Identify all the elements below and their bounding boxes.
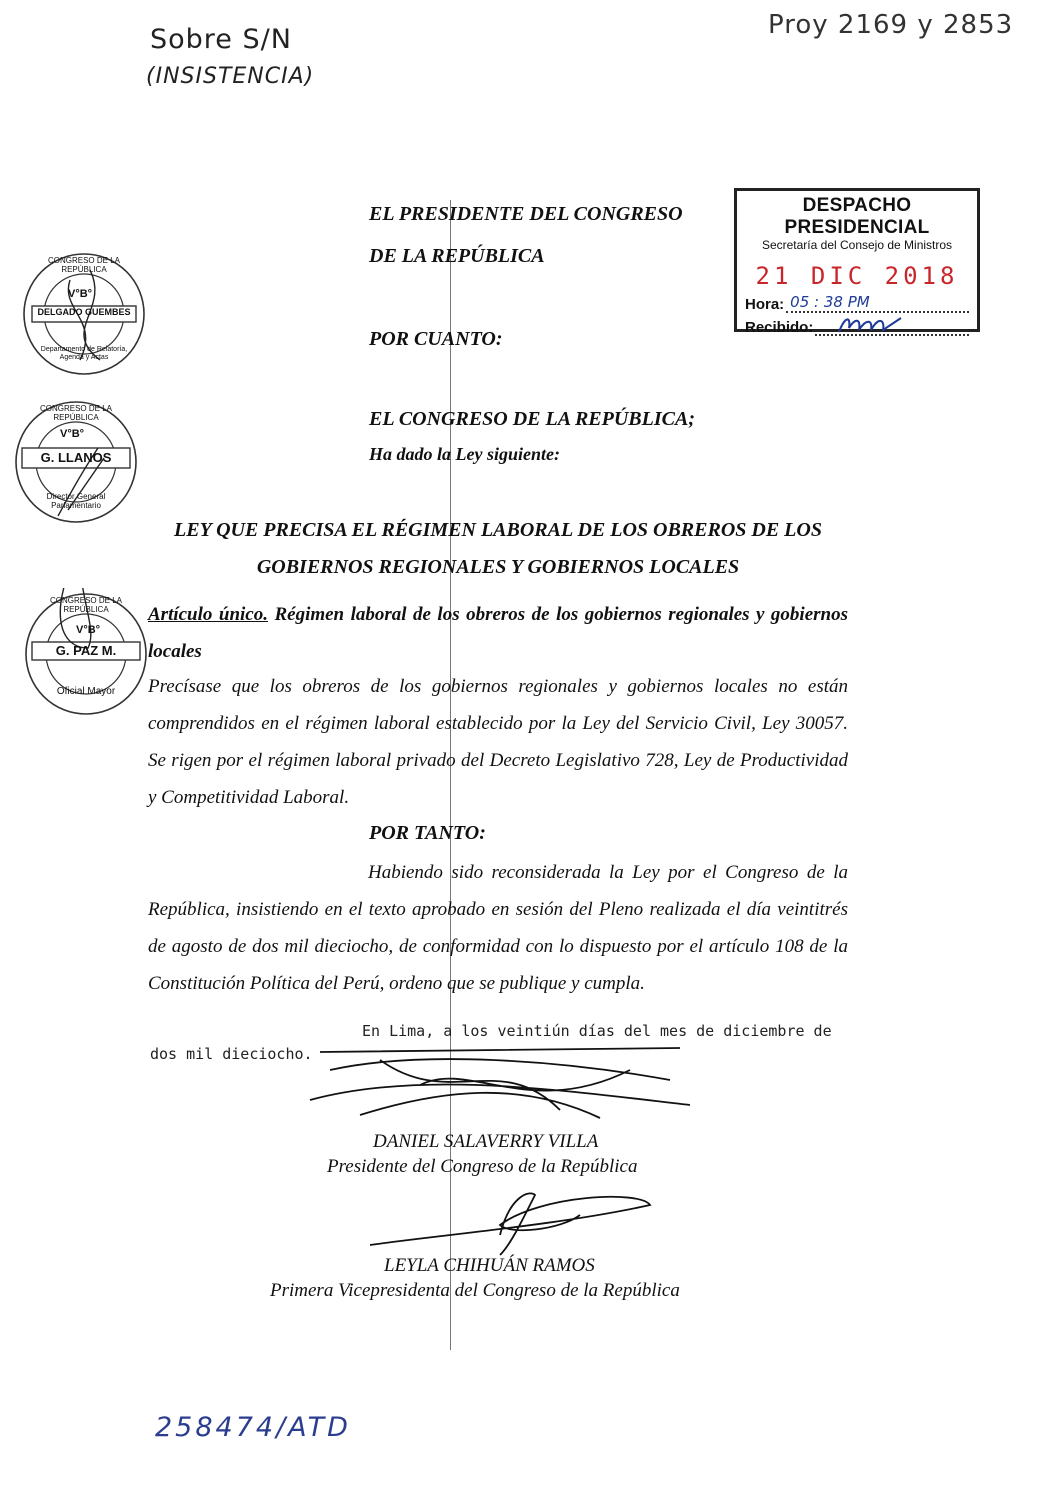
- seal-oficial-mayor-name: G. PAZ M.: [55, 643, 117, 658]
- seal-oficial-mayor-caption: Oficial Mayor: [56, 686, 116, 697]
- seal-oficial-mayor-ring: CONGRESO DE LA REPÚBLICA: [49, 596, 122, 614]
- article-body: Precísase que los obreros de los gobiernos regionales y gobiernos locales no están comprendidos en el régimen laboral establecido por la Ley del Servicio Civil, Ley 30057. Se rigen por el régimen laboral privado del Decreto Legislativo 728, Ley de Productividad y Competitividad Laboral.: [148, 676, 848, 808]
- por-cuanto: POR CUANTO:: [369, 328, 503, 350]
- seal-relatoria-name: DELGADO GUEMBES: [37, 307, 131, 317]
- article-heading: [148, 596, 848, 670]
- law-title-line-2: GOBIERNOS REGIONALES Y GOBIERNOS LOCALES: [256, 556, 740, 578]
- law-title-line-1: LEY QUE PRECISA EL RÉGIMEN LABORAL DE LOS OBREROS DE LOS: [174, 519, 822, 541]
- signature-vicepresidenta: [360, 1185, 660, 1265]
- stamp-title: DESPACHO PRESIDENCIAL: [784, 195, 930, 238]
- seal-relatoria-ring: CONGRESO DE LA REPÚBLICA: [47, 256, 120, 274]
- header-line-2: DE LA REPÚBLICA: [369, 245, 545, 267]
- place-date-line-2: dos mil dieciocho.: [150, 1045, 313, 1063]
- seal-oficial-mayor: [18, 588, 154, 723]
- signatory-1-role: Presidente del Congreso de la República: [327, 1156, 638, 1177]
- place-date-line-1: En Lima, a los veintiún días del mes de diciembre de: [362, 1022, 832, 1040]
- por-tanto: POR TANTO:: [369, 822, 486, 844]
- reception-stamp: [734, 188, 980, 336]
- header-line-1: EL PRESIDENTE DEL CONGRESO: [369, 203, 683, 225]
- seal-oficial-mayor-vb: V°B°: [76, 624, 101, 636]
- signatory-2-name: LEYLA CHIHUÁN RAMOS: [384, 1255, 595, 1276]
- handwritten-note-proyectos: Proy 2169 y 2853: [768, 10, 1014, 40]
- article-title: Régimen laboral de los obreros de los gobiernos regionales y gobiernos locales: [148, 604, 849, 662]
- handwritten-note-insistencia: (INSISTENCIA): [146, 64, 315, 89]
- handwritten-note-sobre: Sobre S/N: [150, 24, 292, 55]
- seal-direccion-general: [8, 398, 144, 531]
- stamp-subtitle: Secretaría del Consejo de Ministros: [761, 238, 953, 252]
- handwritten-note-registro: 258474/ATD: [155, 1412, 351, 1443]
- stamp-date: 21 DIC 2018: [755, 262, 959, 290]
- seal-direccion-general-name: G. LLANOS: [40, 450, 112, 465]
- ha-dado-la-ley: Ha dado la Ley siguiente:: [369, 444, 560, 464]
- stamp-hora-label: Hora:: [745, 296, 785, 313]
- stamp-hora-value: 05 : 38 PM: [790, 293, 870, 311]
- seal-direccion-general-vb: V°B°: [60, 428, 85, 440]
- congreso-declaration: EL CONGRESO DE LA REPÚBLICA;: [369, 408, 695, 430]
- stamp-recibido-label: Recibido:: [745, 319, 814, 336]
- seal-direccion-general-caption: Director General Parlamentario: [46, 492, 106, 510]
- signatory-2-role: Primera Vicepresidenta del Congreso de la República: [270, 1280, 680, 1301]
- seal-relatoria-vb: V°B°: [68, 288, 93, 300]
- seal-direccion-general-ring: CONGRESO DE LA REPÚBLICA: [39, 404, 112, 422]
- stamp-recibido-row: [745, 319, 969, 336]
- signature-presidente: [300, 1030, 700, 1125]
- por-tanto-body: Habiendo sido reconsiderada la Ley por el Congreso de la República, insistiendo en el texto aprobado en sesión del Pleno realizada el día veintitrés de agosto de dos mil dieciocho, de conformidad con lo dispuesto por el artículo 108 de la Constitución Política del Perú, ordeno que se publique y cumpla.: [148, 862, 848, 994]
- seal-relatoria: [20, 250, 148, 383]
- article-label: Artículo único.: [148, 604, 268, 625]
- stamp-hora-row: [745, 293, 969, 313]
- seal-relatoria-caption: Departamento de Relatoría, Agenda y Actas: [40, 346, 128, 361]
- signatory-1-name: DANIEL SALAVERRY VILLA: [373, 1131, 599, 1152]
- recibido-initials-signature: [835, 312, 905, 338]
